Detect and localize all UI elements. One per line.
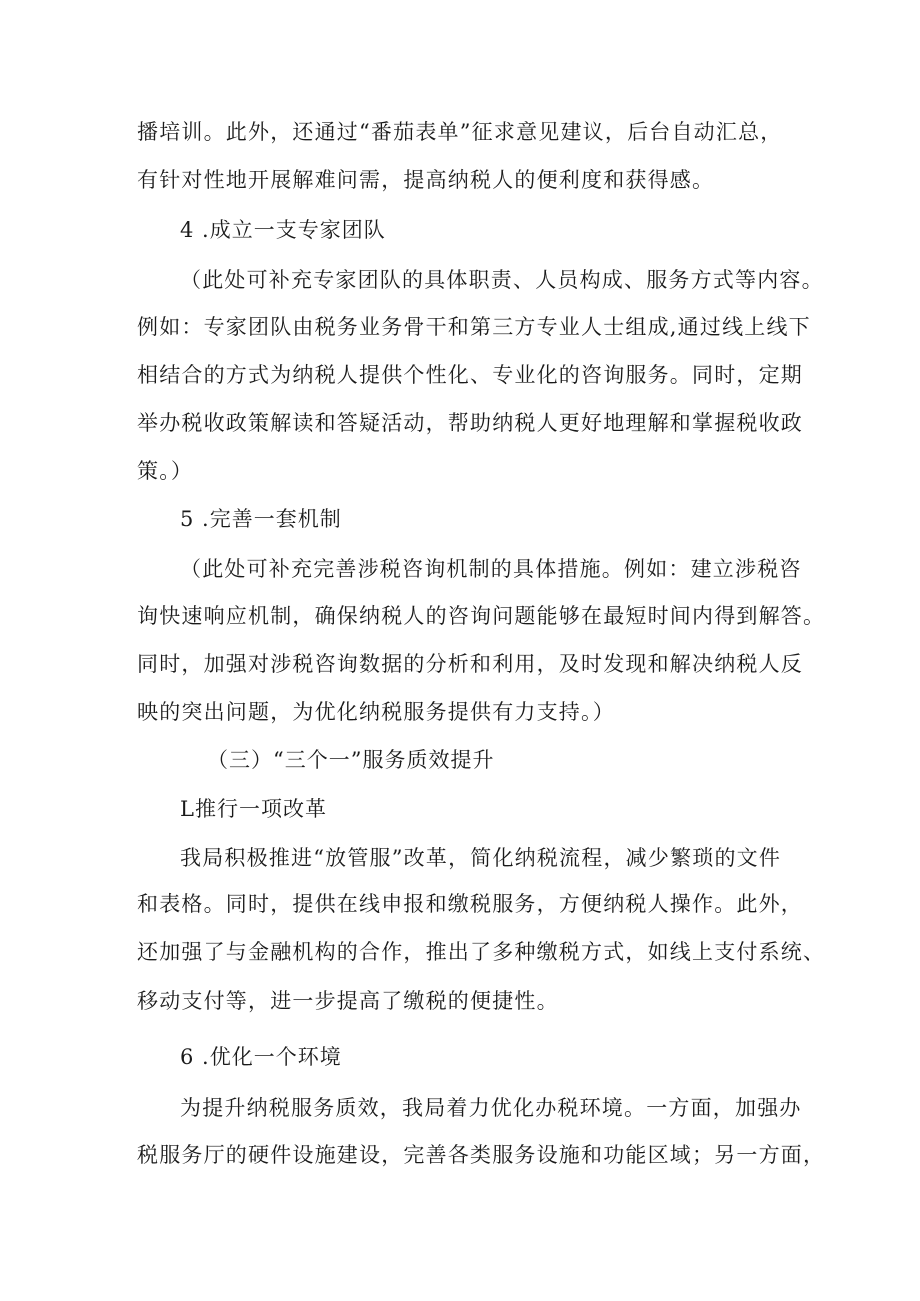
paragraph-4-line-3: 还加强了与金融机构的合作，推出了多种缴税方式，如线上支付系统、 xyxy=(137,940,826,964)
paragraph-2-line-4: 举办税收政策解读和答疑活动，帮助纳税人更好地理解和掌握税收政 xyxy=(137,411,803,435)
paragraph-2-line-2: 例如：专家团队由税务业务骨干和第三方专业人士组成,通过线上线下 xyxy=(137,315,811,339)
paragraph-2-line-5: 策。） xyxy=(137,459,194,483)
paragraph-5-line-1: 为提升纳税服务质效，我局着力优化办税环境。一方面，加强办 xyxy=(180,1096,802,1120)
paragraph-3-line-1: （此处可补充完善涉税咨询机制的具体措施。例如：建立涉税咨 xyxy=(180,557,802,581)
heading-6: 6 .优化一个环境 xyxy=(180,1045,342,1069)
paragraph-4-line-2: 和表格。同时，提供在线申报和缴税服务，方便纳税人操作。此外， xyxy=(137,892,803,916)
heading-l: L推行一项改革 xyxy=(180,797,327,821)
paragraph-2-line-3: 相结合的方式为纳税人提供个性化、专业化的咨询服务。同时，定期 xyxy=(137,363,803,387)
paragraph-1-line-2: 有针对性地开展解难问需，提高纳税人的便利度和获得感。 xyxy=(137,168,715,192)
paragraph-5-line-2: 税服务厅的硬件设施建设，完善各类服务设施和功能区域；另一方面， xyxy=(137,1143,826,1167)
paragraph-3-line-2: 询快速响应机制，确保纳税人的咨询问题能够在最短时间内得到解答。 xyxy=(137,604,826,628)
paragraph-1-line-1: 播培训。此外，还通过“番茄表单”征求意见建议，后台自动汇总， xyxy=(137,120,783,144)
paragraph-3-line-4: 映的突出问题，为优化纳税服务提供有力支持。） xyxy=(137,700,615,724)
heading-4: 4 .成立一支专家团队 xyxy=(180,218,386,242)
section-heading: （三）“三个一”服务质效提升 xyxy=(207,748,495,772)
paragraph-4-line-1: 我局积极推进“放管服”改革，简化纳税流程，减少繁琐的文件 xyxy=(180,846,782,870)
paragraph-2-line-1: （此处可补充专家团队的具体职责、人员构成、服务方式等内容。 xyxy=(180,268,824,292)
paragraph-3-line-3: 同时，加强对涉税咨询数据的分析和利用，及时发现和解决纳税人反 xyxy=(137,652,803,676)
paragraph-4-line-4: 移动支付等，进一步提高了缴税的便捷性。 xyxy=(137,989,559,1013)
heading-5: 5 .完善一套机制 xyxy=(180,507,342,531)
